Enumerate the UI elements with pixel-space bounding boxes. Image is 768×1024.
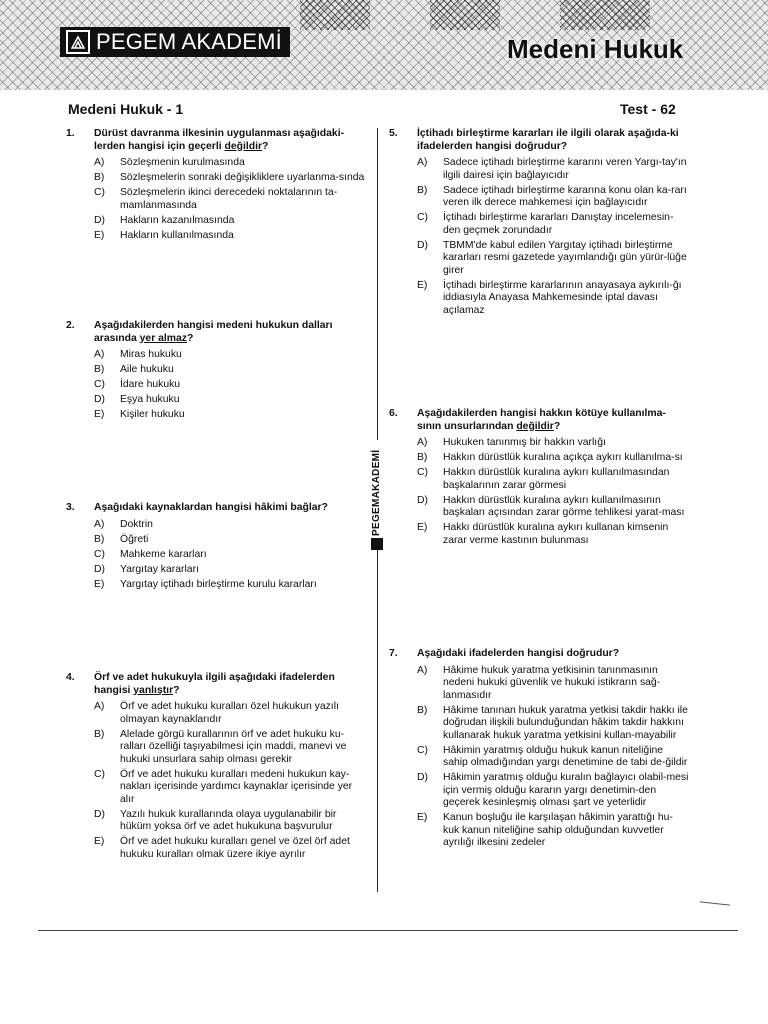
stem-text: Aşağıdakilerden hangisi hakkın kötüye kullanılma-sının unsurlarından — [417, 408, 666, 432]
side-logo — [368, 440, 386, 550]
option — [94, 187, 366, 212]
option-letter: B) — [417, 184, 428, 196]
option-text: İçtihadı birleştirme kararları Danıştay incelemesin-den geçmek zorundadır — [443, 212, 674, 236]
question-stem — [94, 672, 366, 697]
option-text: İdare hukuku — [120, 379, 181, 390]
option — [417, 452, 689, 465]
option-letter: D) — [94, 394, 105, 405]
option-text: Hakların kazanılmasında — [120, 214, 235, 226]
option-letter: E) — [94, 409, 105, 420]
question-head — [66, 128, 366, 153]
banner-pattern — [300, 0, 370, 30]
page-title: Medeni Hukuk - 1 — [68, 101, 184, 117]
stem-end: ? — [173, 684, 180, 696]
stem-text: Aşağıdakilerden hangisi medeni hukukun dalları arasında — [94, 320, 333, 344]
option-letter: C) — [94, 187, 105, 198]
options-list — [66, 519, 366, 592]
option — [94, 379, 366, 392]
option — [417, 437, 689, 450]
option-letter: E) — [417, 279, 428, 291]
option-letter: C) — [417, 212, 428, 223]
option-letter: E) — [94, 578, 105, 590]
question-head — [389, 408, 689, 433]
option — [417, 185, 689, 210]
option — [94, 394, 366, 407]
option — [417, 212, 689, 237]
question-stem — [417, 408, 689, 433]
option-letter: D) — [94, 563, 105, 575]
side-logo-text: PEGEMAKADEMİ — [371, 449, 382, 536]
options-list — [389, 157, 689, 317]
option-letter: B) — [94, 364, 105, 375]
question-stem — [417, 648, 689, 661]
option-letter: D) — [417, 772, 428, 783]
scan-mark — [700, 901, 730, 905]
option-text: İçtihadı birleştirme kararlarının anayasaya aykırılı-ğı iddiasıyla Anayasa Mahkemesinde iptal davası açılamaz — [443, 279, 682, 316]
stem-end: ? — [553, 420, 561, 432]
stem-text: Aşağıdaki ifadelerden hangisi doğrudur? — [417, 648, 620, 659]
stem-emphasis: değildir — [224, 140, 263, 152]
option-text: Hakkın dürüstlük kuralına aykırı kullanılmasından başkalarının zarar görmesi — [443, 467, 670, 491]
option — [94, 409, 366, 422]
option-text: Sözleşmenin kurulmasında — [120, 157, 245, 168]
option — [94, 364, 366, 377]
option-text: Örf ve adet hukuku kuralları medeni hukukun kay-nakları içerisinde yardımcı kaynaklar içerisinde yer alır — [120, 768, 353, 805]
option-letter: A) — [417, 664, 428, 676]
option-letter: D) — [94, 214, 105, 226]
option — [94, 729, 366, 767]
stem-text: İçtihadı birleştirme kararları ile ilgili olarak aşağıda-ki ifadelerden hangisi doğrudur? — [417, 128, 679, 152]
question-number: 6. — [389, 408, 398, 419]
option-letter: C) — [94, 768, 105, 780]
options-list — [389, 437, 689, 547]
option — [417, 240, 689, 278]
option-text: Kanun boşluğu ile karşılaşan hâkimin yarattığı hu-kuk kanun niteliğine sahip olduğundan kuvvetler ayrılığı ilkesini zedeler — [443, 812, 673, 848]
question-number: 7. — [389, 648, 398, 659]
option — [417, 745, 689, 770]
header-banner — [0, 0, 768, 90]
option — [94, 809, 366, 834]
option-text: Mahkeme kararları — [120, 548, 207, 560]
subject-title: Medeni Hukuk — [507, 34, 684, 64]
option — [94, 519, 366, 532]
option-text: Yazılı hukuk kurallarında olaya uygulanabilir bir hüküm yoksa örf ve adet hukukuna başvurulur — [120, 808, 337, 832]
option — [94, 534, 366, 547]
option-letter: D) — [417, 239, 428, 251]
question-6 — [389, 408, 689, 550]
option-text: Hukuken tanınmış bir hakkın varlığı — [443, 437, 606, 448]
option-letter: E) — [94, 836, 105, 847]
option-text: Hâkimin yaratmış olduğu kuralın bağlayıcı olabil-mesi için vermiş olduğu kararın yargı denetimin-den geçerek kesinleşmiş olması şart ve yeterlidir — [443, 772, 689, 808]
option-text: Örf ve adet hukuku kuralları özel hukukun yazılı olmayan kaynaklarıdır — [120, 701, 339, 725]
option-text: TBMM'de kabul edilen Yargıtay içtihadı birleştirme kararları resmi gazetede yayımlandığı gün yürür-lüğe girer — [443, 239, 687, 276]
option-letter: B) — [94, 533, 105, 545]
option-text: Örf ve adet hukuku kuralları genel ve özel örf adet hukuku kuralları olmak üzere ikiye ayrılır — [120, 836, 350, 860]
option — [94, 157, 366, 170]
question-3 — [66, 502, 366, 594]
question-number: 1. — [66, 128, 75, 139]
question-stem — [94, 320, 366, 345]
options-list — [66, 701, 366, 861]
brand-logo — [60, 27, 290, 57]
stem-end: ? — [187, 332, 194, 344]
option-text: Hâkime hukuk yaratma yetkisinin tanınmasının nedeni hukuki güvenlik ve hukuki istikrarın sağ-lanmasıdır — [443, 664, 661, 701]
option — [417, 665, 689, 703]
stem-end: ? — [262, 140, 269, 152]
question-head — [66, 502, 366, 515]
stem-text: Aşağıdaki kaynaklardan hangisi hâkimi bağlar? — [94, 502, 328, 513]
options-list — [389, 665, 689, 850]
question-1 — [66, 128, 366, 245]
option — [417, 705, 689, 743]
option-text: Hakkın dürüstlük kuralına aykırı kullanılmasının başkaları açısından zarar görme tehlikesi yarat-ması — [443, 494, 685, 518]
option — [417, 467, 689, 492]
option-letter: A) — [94, 157, 105, 168]
option-letter: E) — [94, 229, 105, 241]
question-number: 2. — [66, 320, 75, 331]
question-head — [66, 672, 366, 697]
option-letter: C) — [94, 548, 105, 560]
option-letter: E) — [417, 522, 428, 533]
option-text: Sadece içtihadı birleştirme kararını veren Yargı-tay'ın ilgili dairesi için bağlayıcıdır — [443, 157, 687, 181]
option-text: Öğreti — [120, 533, 149, 545]
option — [417, 495, 689, 520]
option — [94, 215, 366, 228]
pegem-logo-icon — [66, 30, 90, 54]
option-letter: B) — [417, 704, 428, 716]
question-stem — [94, 128, 366, 153]
stem-emphasis: yanlıştır — [133, 684, 174, 696]
option-letter: A) — [417, 157, 428, 168]
stem-emphasis: yer almaz — [139, 332, 188, 344]
question-number: 5. — [389, 128, 398, 139]
question-4 — [66, 672, 366, 864]
banner-pattern — [560, 0, 650, 30]
option — [417, 157, 689, 182]
options-list — [66, 157, 366, 242]
option-letter: C) — [417, 467, 428, 478]
option-letter: B) — [94, 172, 105, 183]
question-5 — [389, 128, 689, 320]
question-7 — [389, 648, 689, 852]
test-number: Test - 62 — [620, 101, 676, 117]
option-text: Doktrin — [120, 518, 153, 530]
option-text: Kişiler hukuku — [120, 409, 185, 420]
option-letter: A) — [94, 349, 105, 360]
option-text: Hakkın dürüstlük kuralına açıkça aykırı kullanılma-sı — [443, 452, 683, 463]
option-letter: C) — [94, 379, 105, 390]
option-text: Hâkime tanınan hukuk yaratma yetkisi takdir hakkı ile doğrudan ilişkili bulunduğundan hâkim takdir hakkını kullanarak hukuk yaratma yetkisini kullan-mayabilir — [443, 704, 688, 741]
options-list — [66, 349, 366, 422]
option — [94, 549, 366, 562]
option-text: Sözleşmelerin ikinci derecedeki noktalarının ta-mamlanmasında — [120, 187, 338, 211]
option — [94, 579, 366, 592]
question-number: 3. — [66, 502, 75, 513]
option — [94, 172, 366, 185]
stem-emphasis: değildir — [516, 420, 554, 432]
option-text: Yargıtay içtihadı birleştirme kurulu kararları — [120, 578, 317, 590]
option — [94, 230, 366, 243]
option-text: Miras hukuku — [120, 349, 182, 360]
option — [417, 522, 689, 547]
option — [417, 772, 689, 810]
banner-pattern — [430, 0, 500, 30]
question-stem — [94, 502, 366, 515]
option-letter: A) — [417, 437, 428, 448]
option-text: Hâkimin yaratmış olduğu hukuk kanun niteliğine sahip olmadığından yargı denetimine de tabi de-ğildir — [443, 744, 688, 768]
option — [417, 280, 689, 318]
option-letter: D) — [417, 494, 428, 506]
option-letter: A) — [94, 518, 105, 530]
option-letter: B) — [94, 728, 105, 740]
footer-rule — [38, 930, 738, 931]
option-text: Hakların kullanılmasında — [120, 229, 234, 241]
option-letter: D) — [94, 808, 105, 820]
question-head — [389, 128, 689, 153]
question-number: 4. — [66, 672, 75, 683]
option — [94, 349, 366, 362]
pegem-logo-icon — [371, 538, 383, 550]
option-text: Yargıtay kararları — [120, 563, 199, 575]
option — [94, 836, 366, 861]
option-letter: A) — [94, 701, 105, 712]
stem-text: Dürüst davranma ilkesinin uygulanması aşağıdaki-lerden hangisi için geçerli — [94, 128, 345, 152]
question-2 — [66, 320, 366, 424]
option-text: Eşya hukuku — [120, 394, 180, 405]
option-text: Aile hukuku — [120, 364, 174, 375]
option-text: Sadece içtihadı birleştirme kararına konu olan ka-rarı veren ilk derece mahkemesi için bağlayıcıdır — [443, 184, 687, 208]
option-letter: E) — [417, 812, 428, 823]
option-letter: B) — [417, 452, 428, 463]
option-letter: C) — [417, 744, 428, 756]
stem-text: Örf ve adet hukukuyla ilgili aşağıdaki ifadelerden hangisi — [94, 672, 335, 696]
question-head — [389, 648, 689, 661]
option-text: Sözleşmelerin sonraki değişikliklere uyarlanma-sında — [120, 172, 365, 183]
option — [94, 701, 366, 726]
question-stem — [417, 128, 689, 153]
option — [94, 564, 366, 577]
option — [94, 769, 366, 807]
option-text: Hakkı dürüstlük kuralına aykırı kullanan kimsenin zarar verme kastının bulunması — [443, 522, 669, 546]
brand-name: PEGEM AKADEMİ — [96, 29, 282, 54]
option-text: Alelade görgü kurallarının örf ve adet hukuku ku-ralları özelliği taşıyabilmesi için maddi, manevi ve hukuki unsurlara sahip olması gerekir — [120, 728, 347, 765]
option — [417, 812, 689, 850]
question-head — [66, 320, 366, 345]
